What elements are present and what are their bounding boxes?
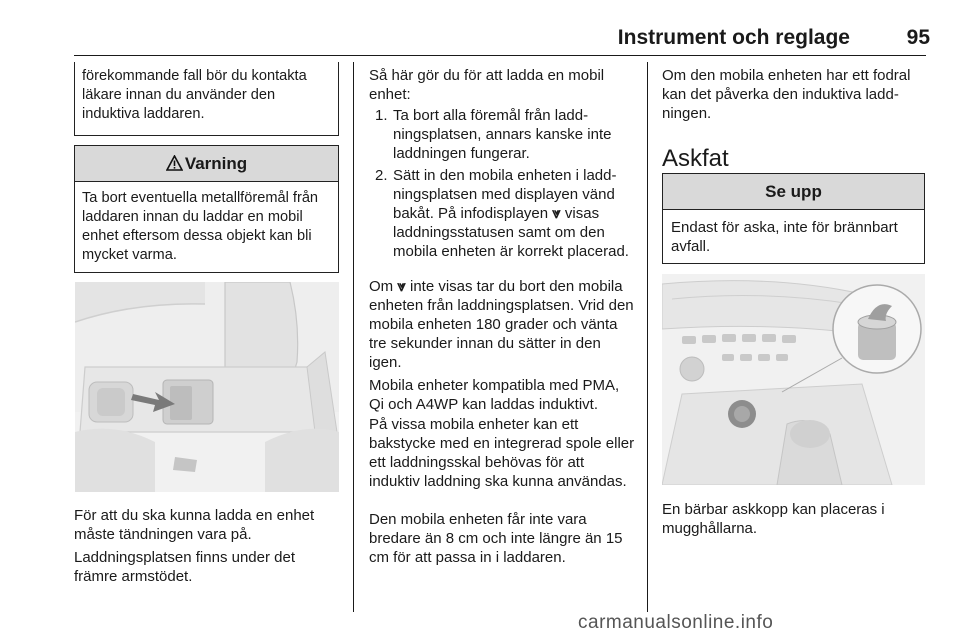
warning-title: Varning <box>184 154 248 173</box>
step-text-before: Sätt in den mobila enheten i laddningsplatsen med displayen vänd bakåt. På infodisplayen <box>393 167 617 222</box>
ashtray-illustration <box>662 274 925 485</box>
col1-para-ignition: För att du ska kunna ladda en enhet måste tändningen vara på. <box>74 507 315 543</box>
warning-triangle-icon <box>166 155 183 171</box>
step-text: Ta bort alla föremål från laddningsplatsen, annars kanske inte laddningen fungerar. <box>393 107 612 162</box>
wireless-charger-illustration <box>75 282 339 492</box>
col2-intro: Så här gör du för att ladda en mobil enhet: <box>369 67 605 103</box>
caution-body: Endast för aska, inte för brännbart avfall. <box>671 219 898 255</box>
continued-box <box>74 62 339 136</box>
step-number: 2. <box>375 167 388 184</box>
charging-steps-list <box>369 106 635 264</box>
para-om-after: inte visas tar du bort den mobila enheten från laddningsplatsen. Vrid den mobila enheten 180 grader och vänta tre sekunder innan du sätter in den igen. <box>369 278 634 371</box>
col1-para-location: Laddningsplatsen finns under det främre armstödet. <box>74 549 296 585</box>
page-header-title: Instrument och reglage <box>617 26 850 49</box>
warning-box <box>74 145 339 273</box>
header-rule <box>74 55 926 56</box>
charging-symbol-icon: ⩔ <box>397 278 406 295</box>
charging-symbol-icon: ⩔ <box>552 205 561 222</box>
column-divider-2 <box>647 62 648 612</box>
section-heading-askfat: Askfat <box>662 145 729 172</box>
col3-para-ashtray: En bärbar askkopp kan placeras i mugghållarna. <box>662 501 885 537</box>
warning-body: Ta bort eventuella metallföremål från laddaren innan du laddar en mobil enhet eftersom dessa objekt kan bli mycket varma. <box>82 190 319 263</box>
col3-para-case: Om den mobila enheten har ett fodral kan det påverka den induktiva laddningen. <box>662 67 911 122</box>
step-number: 1. <box>375 107 388 124</box>
caution-header: Se upp <box>663 174 924 210</box>
col2-para-cover: På vissa mobila enheter kan ett bakstycke med en integrerad spole eller ett laddningsskal behövas för att induktiv laddning ska kunna användas. <box>369 416 635 490</box>
step-item-2 <box>369 166 635 261</box>
para-om-before: Om <box>369 278 394 295</box>
warning-header <box>75 146 338 182</box>
page-number: 95 <box>906 26 930 49</box>
col2-para-not-shown <box>369 277 635 372</box>
watermark: carmanualsonline.info <box>578 612 774 633</box>
step-item-1 <box>369 106 635 163</box>
continued-text: förekommande fall bör du kontakta läkare innan du använder den induktiva laddaren. <box>82 68 307 122</box>
col2-para-size: Den mobila enheten får inte vara bredare än 8 cm och inte längre än 15 cm för att passa in i laddaren. <box>369 511 623 566</box>
col2-para-compatible: Mobila enheter kompatibla med PMA, Qi och A4WP kan laddas induktivt. <box>369 377 620 413</box>
caution-box <box>662 173 925 264</box>
column-divider-1 <box>353 62 354 612</box>
step-text-after: visas laddningsstatusen samt om den mobila enheten är korrekt placerad. <box>393 205 629 260</box>
